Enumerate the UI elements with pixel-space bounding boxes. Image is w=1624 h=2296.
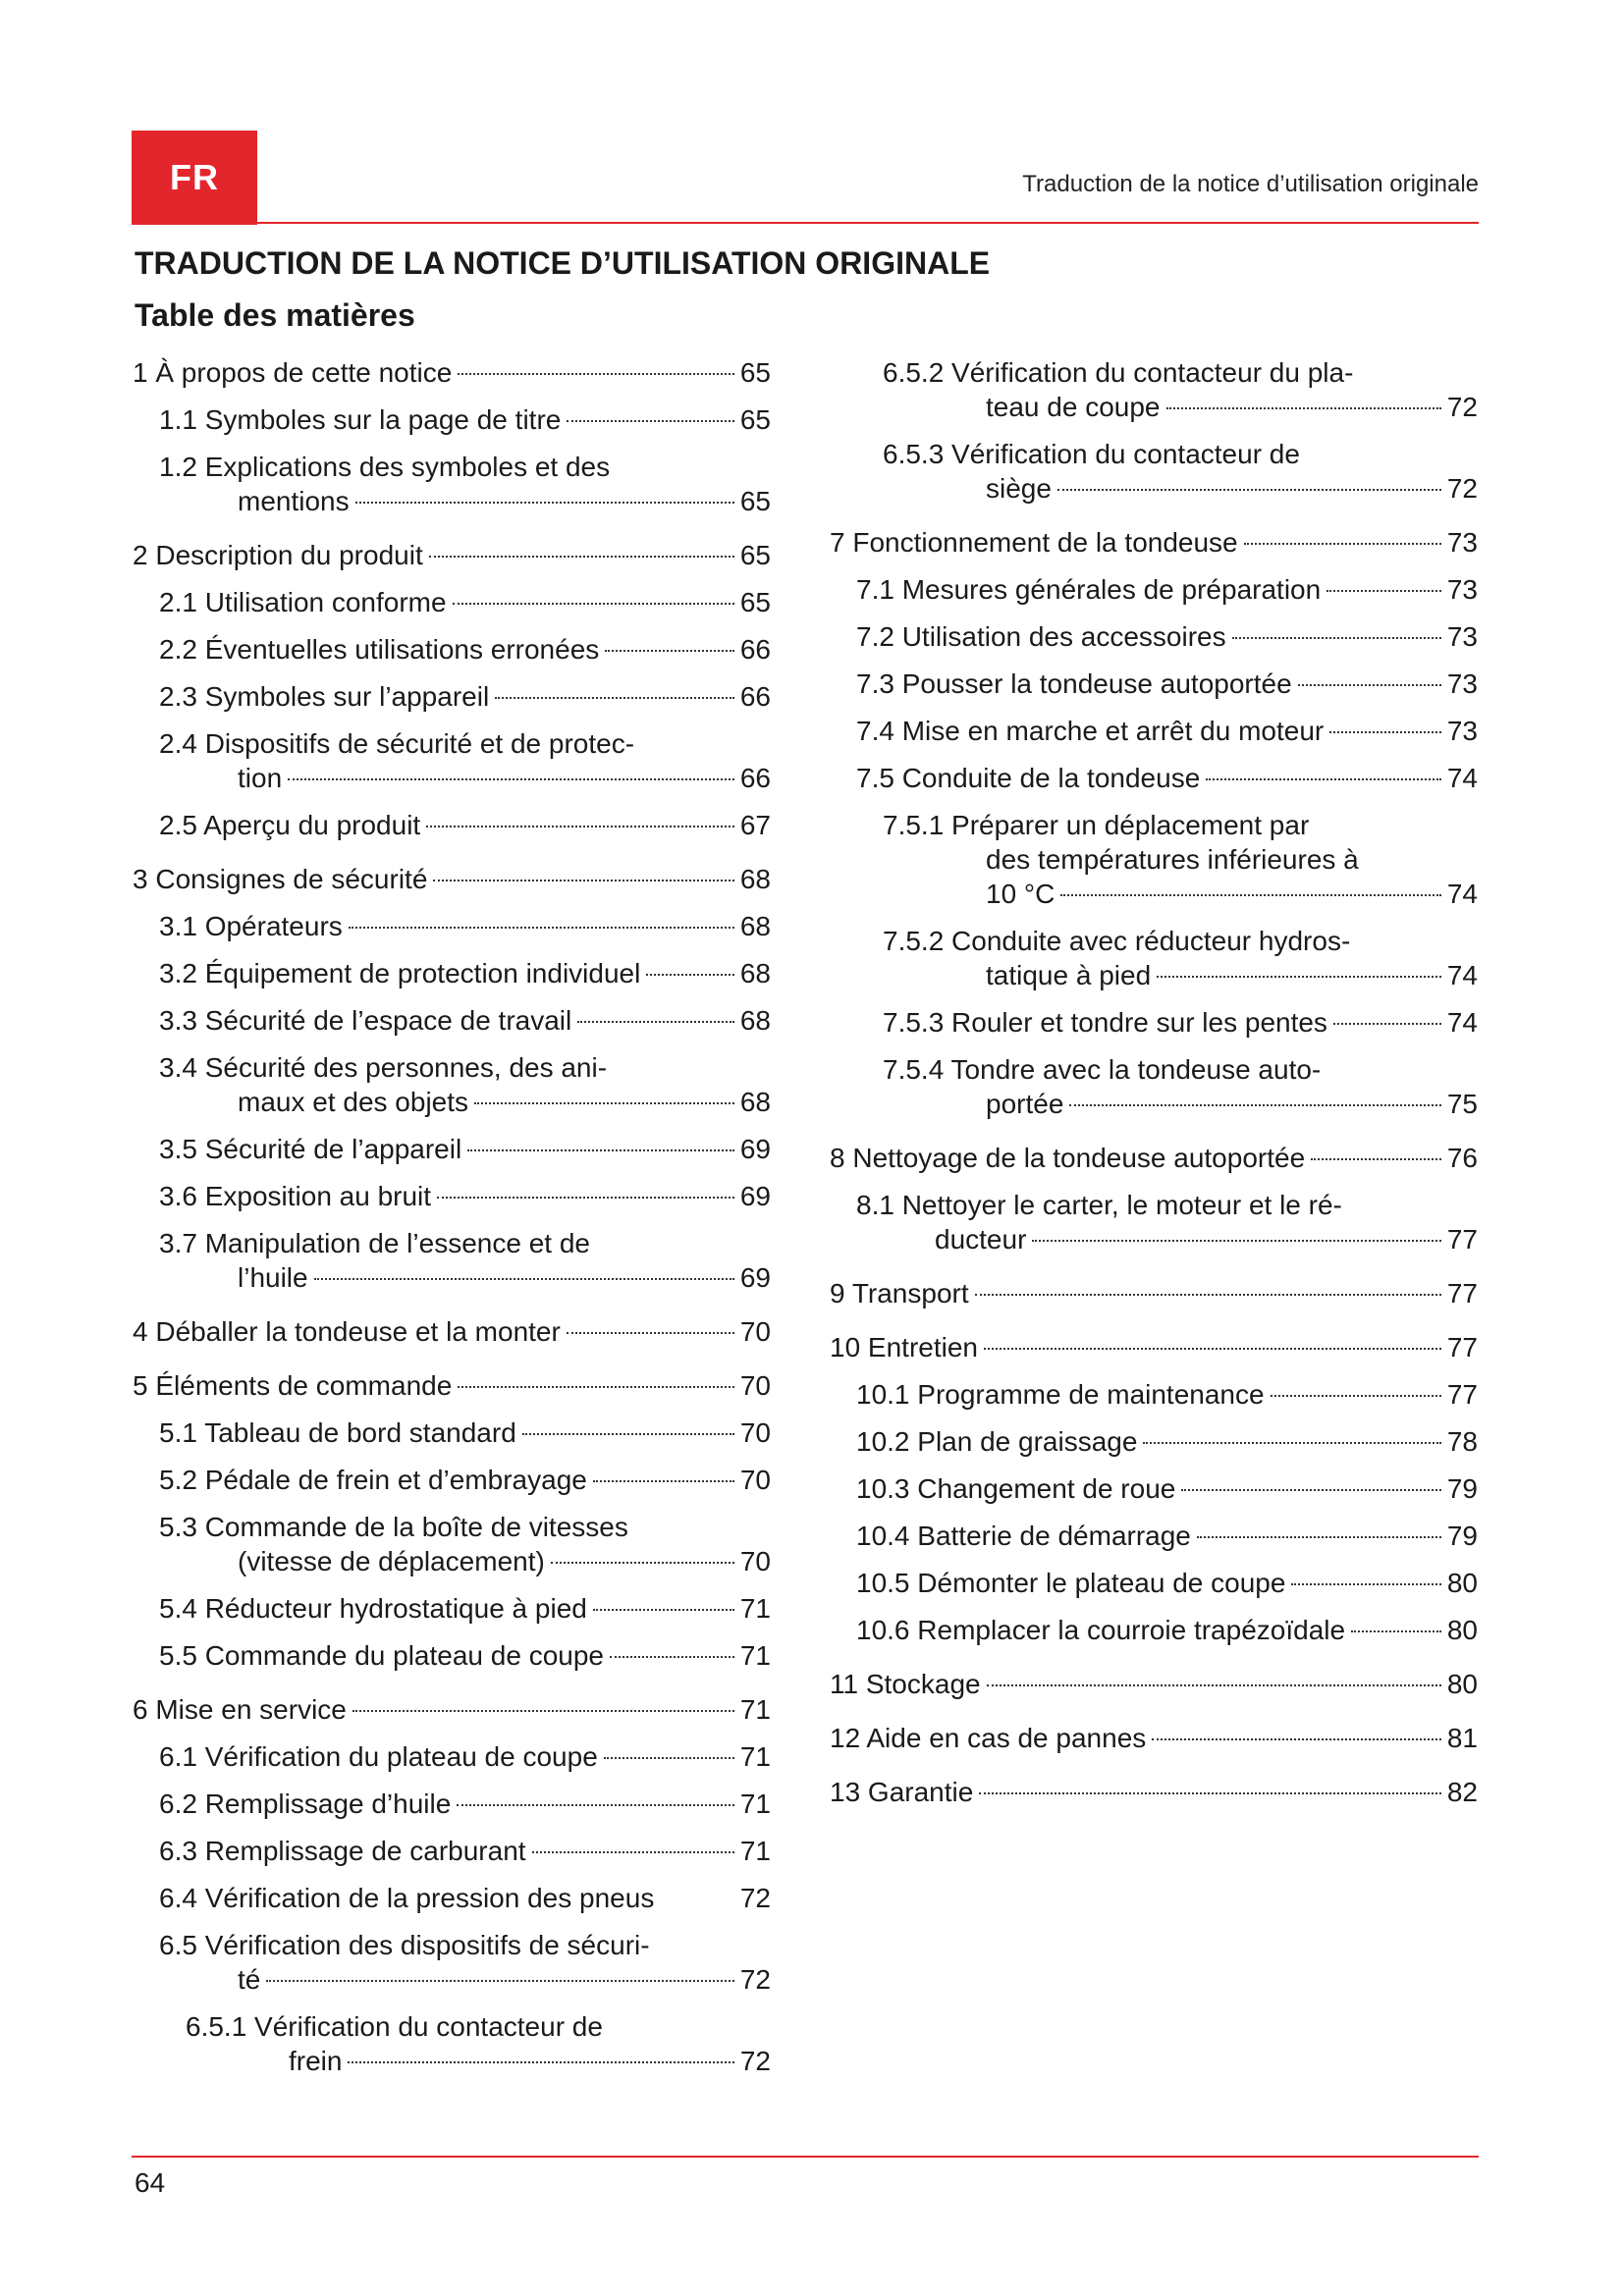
toc-entry[interactable]: 10.1 Programme de maintenance 77: [856, 1379, 1478, 1410]
toc-entry[interactable]: 3.1 Opérateurs 68: [159, 911, 771, 941]
toc-entry[interactable]: 1.2 Explications des symboles et des mentions 65: [159, 452, 771, 516]
toc-entry[interactable]: 7.1 Mesures générales de préparation 73: [856, 574, 1478, 605]
toc-entry[interactable]: 1 À propos de cette notice 65: [133, 357, 771, 388]
toc-entry[interactable]: 3.2 Équipement de protection individuel 68: [159, 958, 771, 988]
toc-entry[interactable]: 4 Déballer la tondeuse et la monter 70: [133, 1316, 771, 1347]
toc-entry[interactable]: 3.3 Sécurité de l’espace de travail 68: [159, 1005, 771, 1036]
toc-entry[interactable]: 7.4 Mise en marche et arrêt du moteur 73: [856, 716, 1478, 746]
toc-entry[interactable]: 10 Entretien 77: [830, 1332, 1478, 1362]
toc-entry[interactable]: 3.7 Manipulation de l’essence et de l’huile 69: [159, 1228, 771, 1293]
toc-entry[interactable]: 6.4 Vérification de la pression des pneus 72: [159, 1883, 771, 1913]
toc-entry[interactable]: 8 Nettoyage de la tondeuse autoportée 76: [830, 1143, 1478, 1173]
toc-entry[interactable]: 8.1 Nettoyer le carter, le moteur et le ré- ducteur 77: [856, 1190, 1478, 1255]
toc-entry[interactable]: 5.1 Tableau de bord standard 70: [159, 1417, 771, 1448]
toc-right-column: [830, 355, 1478, 1809]
toc-entry[interactable]: 7.2 Utilisation des accessoires 73: [856, 621, 1478, 652]
toc-entry[interactable]: 2 Description du produit 65: [133, 540, 771, 570]
toc-entry[interactable]: 5.3 Commande de la boîte de vitesses (vitesse de déplacement) 70: [159, 1512, 771, 1576]
toc-entry[interactable]: 7.5.2 Conduite avec réducteur hydros- tatique à pied 74: [883, 926, 1478, 990]
toc-entry[interactable]: 5 Éléments de commande 70: [133, 1370, 771, 1401]
toc-entry[interactable]: 6.1 Vérification du plateau de coupe 71: [159, 1741, 771, 1772]
page-number: 64: [135, 2167, 166, 2198]
toc-entry[interactable]: 2.2 Éventuelles utilisations erronées 66: [159, 634, 771, 665]
toc-entry[interactable]: 1.1 Symboles sur la page de titre 65: [159, 404, 771, 435]
toc-entry[interactable]: 3.4 Sécurité des personnes, des ani- maux et des objets 68: [159, 1052, 771, 1117]
toc-entry[interactable]: 10.4 Batterie de démarrage 79: [856, 1521, 1478, 1551]
toc-entry[interactable]: 2.4 Dispositifs de sécurité et de protec- tion 66: [159, 728, 771, 793]
toc-entry[interactable]: 6 Mise en service 71: [133, 1694, 771, 1725]
toc-entry[interactable]: 7.3 Pousser la tondeuse autoportée 73: [856, 668, 1478, 699]
toc-entry[interactable]: 2.3 Symboles sur l’appareil 66: [159, 681, 771, 712]
toc-entry[interactable]: 2.1 Utilisation conforme 65: [159, 587, 771, 617]
toc-entry[interactable]: 13 Garantie 82: [830, 1777, 1478, 1807]
language-tab: FR: [132, 131, 257, 225]
toc-entry[interactable]: 5.2 Pédale de frein et d’embrayage 70: [159, 1465, 771, 1495]
toc-entry[interactable]: 7.5.3 Rouler et tondre sur les pentes 74: [883, 1007, 1478, 1038]
toc-entry[interactable]: 3 Consignes de sécurité 68: [133, 864, 771, 894]
toc-entry[interactable]: 6.2 Remplissage d’huile 71: [159, 1789, 771, 1819]
toc-entry[interactable]: 10.3 Changement de roue 79: [856, 1473, 1478, 1504]
toc-entry[interactable]: 7.5.1 Préparer un déplacement par des températures inférieures à 10 °C 74: [883, 810, 1478, 909]
running-header-title: Traduction de la notice d’utilisation originale: [1022, 171, 1479, 197]
toc-entry[interactable]: 9 Transport 77: [830, 1278, 1478, 1308]
document-title: TRADUCTION DE LA NOTICE D’UTILISATION ORIGINALE: [135, 245, 991, 281]
toc-entry[interactable]: 6.5.3 Vérification du contacteur de siège 72: [883, 439, 1478, 504]
toc-entry[interactable]: 10.6 Remplacer la courroie trapézoïdale 80: [856, 1615, 1478, 1645]
toc-entry[interactable]: 11 Stockage 80: [830, 1669, 1478, 1699]
toc-entry[interactable]: 6.3 Remplissage de carburant 71: [159, 1836, 771, 1866]
toc-entry[interactable]: 7 Fonctionnement de la tondeuse 73: [830, 527, 1478, 558]
toc-heading: Table des matières: [135, 297, 415, 333]
toc-entry[interactable]: 6.5.2 Vérification du contacteur du pla- teau de coupe 72: [883, 357, 1478, 422]
toc-entry[interactable]: 5.4 Réducteur hydrostatique à pied 71: [159, 1593, 771, 1624]
toc-entry[interactable]: 10.5 Démonter le plateau de coupe 80: [856, 1568, 1478, 1598]
toc-entry[interactable]: 2.5 Aperçu du produit 67: [159, 810, 771, 840]
toc-entry[interactable]: 6.5.1 Vérification du contacteur de frein 72: [186, 2011, 771, 2076]
toc-entry[interactable]: 3.5 Sécurité de l’appareil 69: [159, 1134, 771, 1164]
toc-entry[interactable]: 7.5.4 Tondre avec la tondeuse auto- portée 75: [883, 1054, 1478, 1119]
toc-entry[interactable]: 12 Aide en cas de pannes 81: [830, 1723, 1478, 1753]
footer-divider: [132, 2156, 1479, 2158]
toc-entry[interactable]: 7.5 Conduite de la tondeuse 74: [856, 763, 1478, 793]
toc-entry[interactable]: 6.5 Vérification des dispositifs de sécuri- té 72: [159, 1930, 771, 1995]
toc-entry[interactable]: 10.2 Plan de graissage 78: [856, 1426, 1478, 1457]
header-divider: [132, 222, 1479, 224]
toc-entry[interactable]: 3.6 Exposition au bruit 69: [159, 1181, 771, 1211]
toc-entry[interactable]: 5.5 Commande du plateau de coupe 71: [159, 1640, 771, 1671]
toc-left-column: [133, 355, 771, 2078]
